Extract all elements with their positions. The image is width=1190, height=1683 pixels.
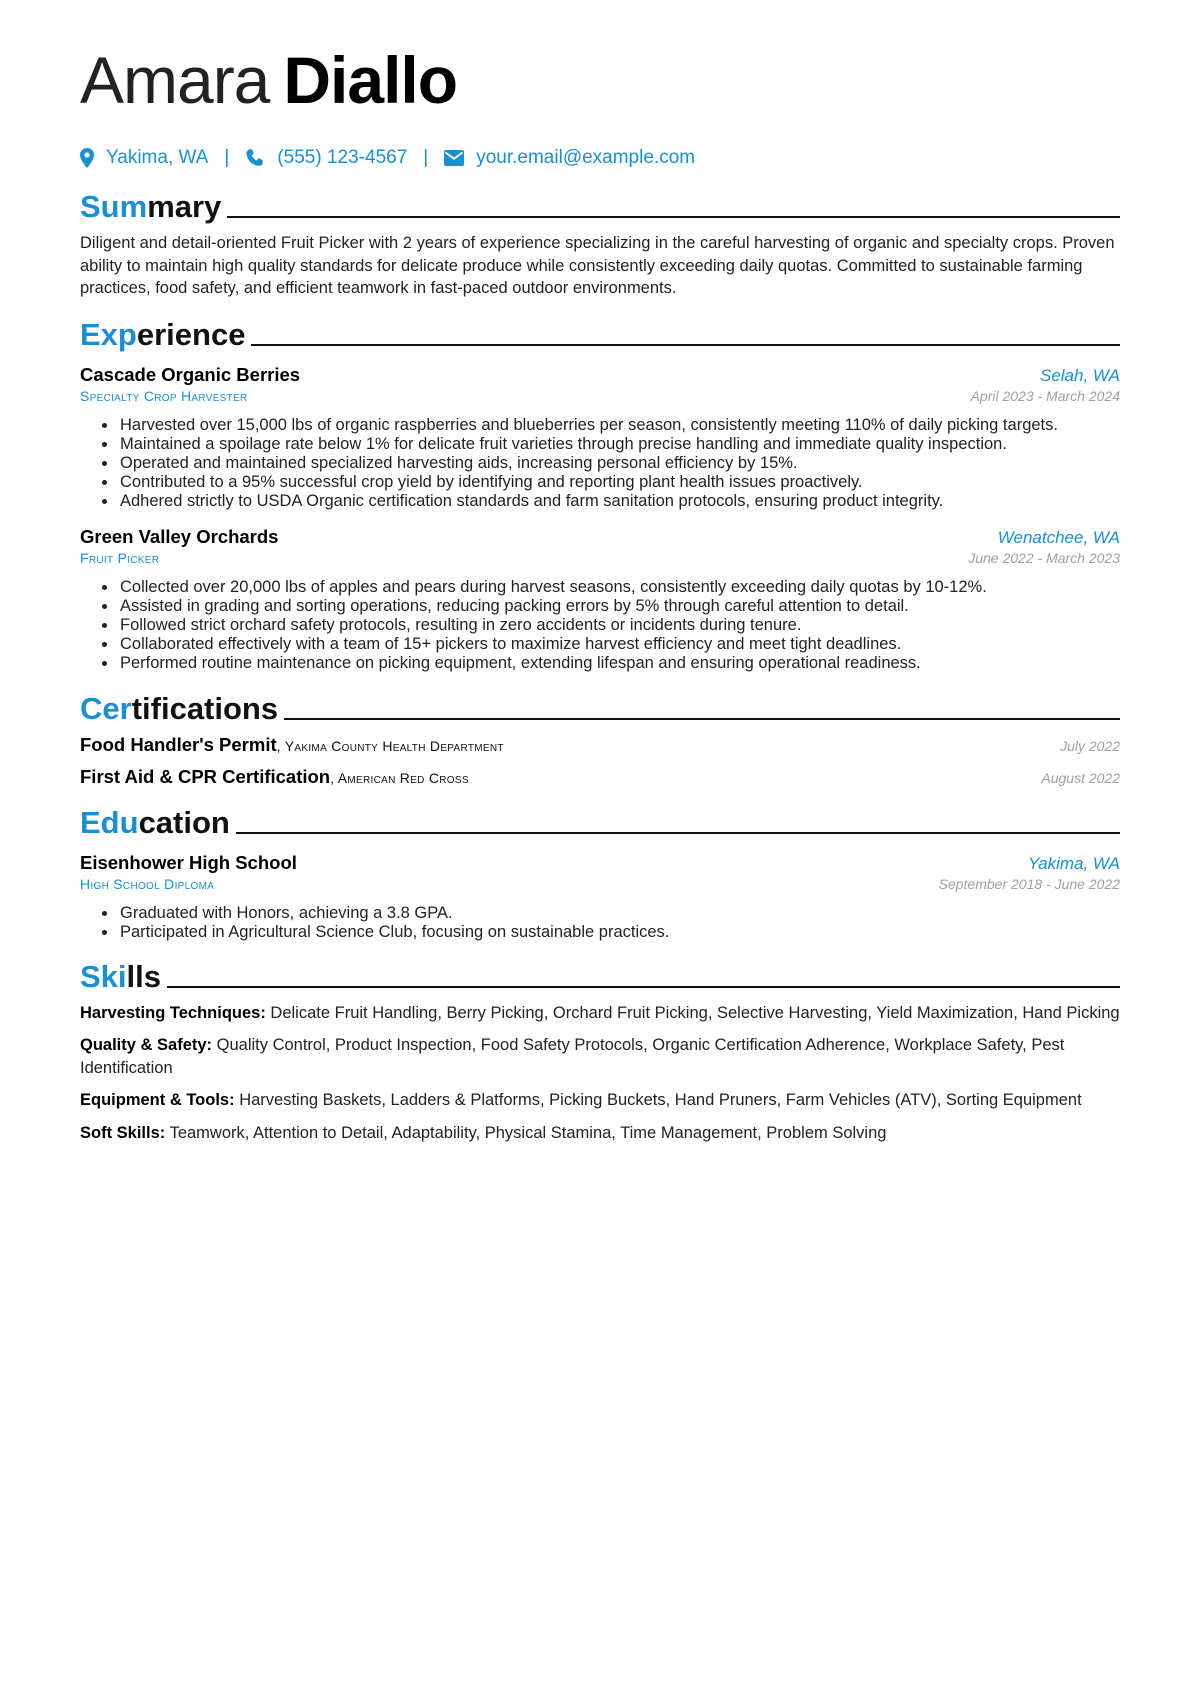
skill-group-label: Soft Skills: [80,1123,166,1142]
location-text: Yakima, WA [106,147,209,168]
school-location: Yakima, WA [1028,853,1120,873]
job-title: Specialty Crop Harvester [80,387,248,404]
map-marker-icon [80,148,94,168]
achievement-item: • Followed strict orchard safety protocols, resulting in zero accidents or incidents during tenure. [118,616,1120,635]
skill-group-text: Delicate Fruit Handling, Berry Picking, Orchard Fruit Picking, Selective Harvesting, Yield Maximization, Hand Picking [270,1003,1120,1022]
skills-heading [80,954,1120,992]
location-item [80,147,208,169]
summary-heading [80,184,1120,222]
skill-group-text: Teamwork, Attention to Detail, Adaptability, Physical Stamina, Time Management, Problem Solving [169,1123,887,1142]
achievement-list [80,416,1120,512]
resume-page [80,42,1120,1144]
experience-title-accent: Exp [80,316,137,352]
certification-date: July 2022 [1060,737,1120,754]
employment-dates: June 2022 - March 2023 [968,549,1120,566]
education-heading [80,800,1120,838]
envelope-icon [444,150,464,166]
skill-group [80,1034,1120,1079]
skill-group [80,1122,1120,1145]
education-item: • Graduated with Honors, achieving a 3.8 GPA. [118,904,1120,923]
skill-group-text: Quality Control, Product Inspection, Food Safety Protocols, Organic Certification Adherence, Workplace Safety, Pest Identification [80,1036,1065,1077]
education-title-rest: cation [138,804,230,840]
certification-item: First Aid & CPR Certification, American Red Cross August 2022 [80,765,1120,787]
experience-title-rest: erience [136,316,246,352]
summary-title-rest: mary [147,189,222,224]
experience-entry [80,364,1120,512]
certification-name: Food Handler's Permit [80,733,277,755]
skills-title-accent: Ski [80,958,127,994]
skill-group-label: Harvesting Techniques: [80,1003,266,1022]
section-rule [251,344,1120,346]
first-name: Amara [80,43,270,117]
section-rule [284,718,1120,720]
achievement-item: • Operated and maintained specialized harvesting aids, increasing personal efficiency by 15%. [118,454,1120,473]
achievement-item: • Assisted in grading and sorting operations, reducing packing errors by 5% through careful attention to detail. [118,597,1120,616]
contact-separator: | [224,147,230,168]
skill-group-label: Equipment & Tools: [80,1091,235,1110]
contact-separator: | [423,147,429,168]
summary-title-accent: Sum [80,189,148,224]
achievement-item: • Maintained a spoilage rate below 1% for delicate fruit varieties through precise handling and immediate quality inspection. [118,435,1120,454]
phone-text[interactable]: (555) 123-4567 [277,147,408,168]
certification-name: First Aid & CPR Certification [80,765,331,787]
experience-heading [80,312,1120,350]
section-rule [236,832,1120,834]
education-entry [80,852,1120,942]
certifications-title-accent: Cer [80,690,132,726]
skill-group [80,1089,1120,1112]
certification-issuer: Yakima County Health Department [284,737,504,754]
achievement-item: • Adhered strictly to USDA Organic certification standards and farm sanitation protocols, ensuring product integrity. [118,492,1120,511]
skill-group-text: Harvesting Baskets, Ladders & Platforms, Picking Buckets, Hand Pruners, Farm Vehicles (ATV), Sorting Equipment [239,1091,1082,1110]
education-item: • Participated in Agricultural Science Club, focusing on sustainable practices. [118,923,1120,942]
achievement-item: • Collected over 20,000 lbs of apples and pears during harvest seasons, consistently exceeding daily quotas by 10-12%. [118,578,1120,597]
phone-item[interactable] [245,147,407,169]
phone-icon [245,148,265,168]
skill-group [80,1002,1120,1025]
achievement-item: • Performed routine maintenance on picking equipment, extending lifespan and ensuring operational readiness. [118,654,1120,673]
employer-name: Green Valley Orchards [80,525,279,547]
contact-line [80,144,1120,172]
job-title: Fruit Picker [80,549,160,566]
certification-issuer: American Red Cross [337,769,469,786]
section-rule [227,216,1120,218]
experience-entry [80,526,1120,674]
summary-text: Diligent and detail-oriented Fruit Picker with 2 years of experience specializing in the careful harvesting of organic and specialty crops. Proven ability to maintain high quality standards for delicate produce while consistently exceeding daily quotas. Committed to sustainable farming practices, food safety, and efficient teamwork in fast-paced outdoor environments. [80,234,1115,297]
achievement-item: • Harvested over 15,000 lbs of organic raspberries and blueberries per season, consistently meeting 110% of daily picking targets. [118,416,1120,435]
skill-group-label: Quality & Safety: [80,1036,213,1055]
school-name: Eisenhower High School [80,851,297,873]
education-dates: September 2018 - June 2022 [938,875,1120,892]
email-link[interactable]: your.email@example.com [476,147,696,168]
certification-date: August 2022 [1041,769,1120,786]
section-rule [167,986,1120,988]
education-title-accent: Edu [80,804,139,840]
achievement-item: • Collaborated effectively with a team of 15+ pickers to maximize harvest efficiency and meet tight deadlines. [118,635,1120,654]
candidate-name [80,42,1120,122]
degree-title: High School Diploma [80,875,215,892]
certifications-heading [80,686,1120,724]
employer-location: Wenatchee, WA [997,527,1120,547]
achievement-list [80,578,1120,674]
achievement-item: • Contributed to a 95% successful crop yield by identifying and reporting plant health issues proactively. [118,473,1120,492]
employer-location: Selah, WA [1039,365,1120,385]
certifications-title-rest: tifications [131,690,279,726]
employer-name: Cascade Organic Berries [80,363,301,385]
education-list [80,904,1120,942]
certification-item: Food Handler's Permit, Yakima County Health Department July 2022 [80,733,1120,755]
employment-dates: April 2023 - March 2024 [970,387,1120,404]
email-item[interactable] [444,147,695,169]
skills-title-rest: lls [126,958,161,994]
last-name: Diallo [283,43,458,117]
